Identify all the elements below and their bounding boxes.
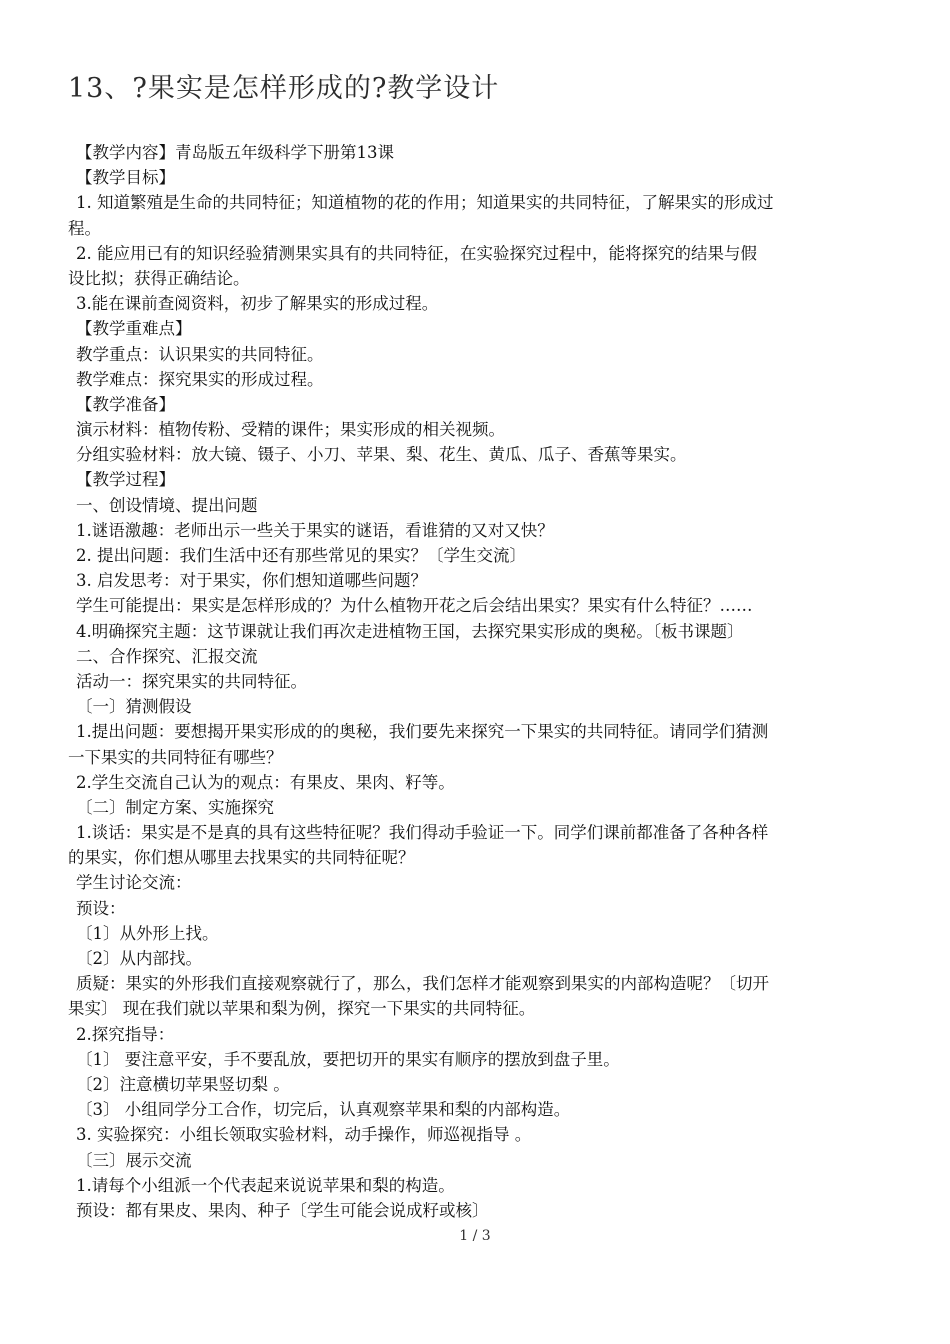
text-line: 果实〕 现在我们就以苹果和梨为例，探究一下果实的共同特征。 xyxy=(68,999,536,1019)
text-line: 1.谜语激趣：老师出示一些关于果实的谜语，看谁猜的又对又快？ xyxy=(76,520,554,540)
text-line: 3.能在课前查阅资料，初步了解果实的形成过程。 xyxy=(76,294,439,314)
text-line: 质疑：果实的外形我们直接观察就行了，那么，我们怎样才能观察到果实的内部构造呢？〔切开 xyxy=(76,974,769,994)
text-line: 4.明确探究主题：这节课就让我们再次走进植物王国，去探究果实形成的奥秘。〔板书课题〕 xyxy=(76,621,744,641)
text-line: 的果实，你们想从哪里去找果实的共同特征呢？ xyxy=(68,848,415,868)
text-line: 二、合作探究、汇报交流 xyxy=(76,646,258,666)
text-line: 教学难点：探究果实的形成过程。 xyxy=(76,369,324,389)
text-line: 3. 启发思考：对于果实，你们想知道哪些问题？ xyxy=(76,571,427,591)
text-line: 学生可能提出：果实是怎样形成的？为什么植物开花之后会结出果实？果实有什么特征？…… xyxy=(76,596,753,616)
text-line: 〔3〕 小组同学分工合作，切完后，认真观察苹果和梨的内部构造。 xyxy=(76,1100,571,1120)
text-line: 2. 能应用已有的知识经验猜测果实具有的共同特征，在实验探究过程中，能将探究的结果与假 xyxy=(76,243,757,263)
text-line: 【教学内容】青岛版五年级科学下册第13课 xyxy=(76,143,394,162)
document-body xyxy=(68,140,888,1223)
text-line: 1.谈话：果实是不是真的具有这些特征呢？我们得动手验证一下。同学们课前都准备了各种各样 xyxy=(76,823,769,843)
text-line: 【教学重难点】 xyxy=(76,319,192,339)
text-line: 2. 提出问题：我们生活中还有那些常见的果实？〔学生交流〕 xyxy=(76,546,526,565)
text-line: 〔二〕制定方案、实施探究 xyxy=(76,797,274,817)
text-line: 【教学过程】 xyxy=(76,470,175,490)
text-line: 教学重点：认识果实的共同特征。 xyxy=(76,344,324,364)
text-line: 演示材料：植物传粉、受精的课件；果实形成的相关视频。 xyxy=(76,420,505,440)
text-line: 1.提出问题：要想揭开果实形成的的奥秘，我们要先来探究一下果实的共同特征。请同学们猜测 xyxy=(76,722,769,742)
text-line: 1.请每个小组派一个代表起来说说苹果和梨的构造。 xyxy=(76,1175,455,1195)
text-line: 2.探究指导： xyxy=(76,1024,175,1044)
text-line: 学生讨论交流： xyxy=(76,873,192,893)
text-line: 1. 知道繁殖是生命的共同特征；知道植物的花的作用；知道果实的共同特征，了解果实的形成过 xyxy=(76,193,774,213)
text-line: 〔1〕从外形上找。 xyxy=(76,923,219,943)
text-line: 一下果实的共同特征有哪些？ xyxy=(68,747,283,767)
text-line: 3. 实验探究：小组长领取实验材料，动手操作，师巡视指导 。 xyxy=(76,1125,532,1145)
text-line: 【教学准备】 xyxy=(76,394,175,414)
text-line: 程。 xyxy=(68,218,101,238)
document-title: 13、?果实是怎样形成的?教学设计 xyxy=(68,73,500,104)
text-line: 预设： xyxy=(76,898,126,918)
text-line: 【教学目标】 xyxy=(76,168,175,188)
text-line: 活动一：探究果实的共同特征。 xyxy=(76,671,307,691)
text-line: 〔2〕注意横切苹果竖切梨 。 xyxy=(76,1074,290,1094)
page-number: 1 / 3 xyxy=(459,1228,491,1244)
text-line: 预设：都有果皮、果肉、种子〔学生可能会说成籽或核〕 xyxy=(76,1200,489,1220)
text-line: 〔1〕 要注意平安，手不要乱放，要把切开的果实有顺序的摆放到盘子里。 xyxy=(76,1049,620,1069)
text-line: 2.学生交流自己认为的观点：有果皮、果肉、籽等。 xyxy=(76,772,455,792)
text-line: 〔一〕猜测假设 xyxy=(76,697,192,717)
text-line: 设比拟；获得正确结论。 xyxy=(68,268,250,288)
text-line: 一、创设情境、提出问题 xyxy=(76,495,258,515)
text-line: 分组实验材料：放大镜、镊子、小刀、苹果、梨、花生、黄瓜、瓜子、香蕉等果实。 xyxy=(76,445,687,465)
text-line: 〔2〕从内部找。 xyxy=(76,949,202,968)
text-line: 〔三〕展示交流 xyxy=(76,1150,192,1170)
